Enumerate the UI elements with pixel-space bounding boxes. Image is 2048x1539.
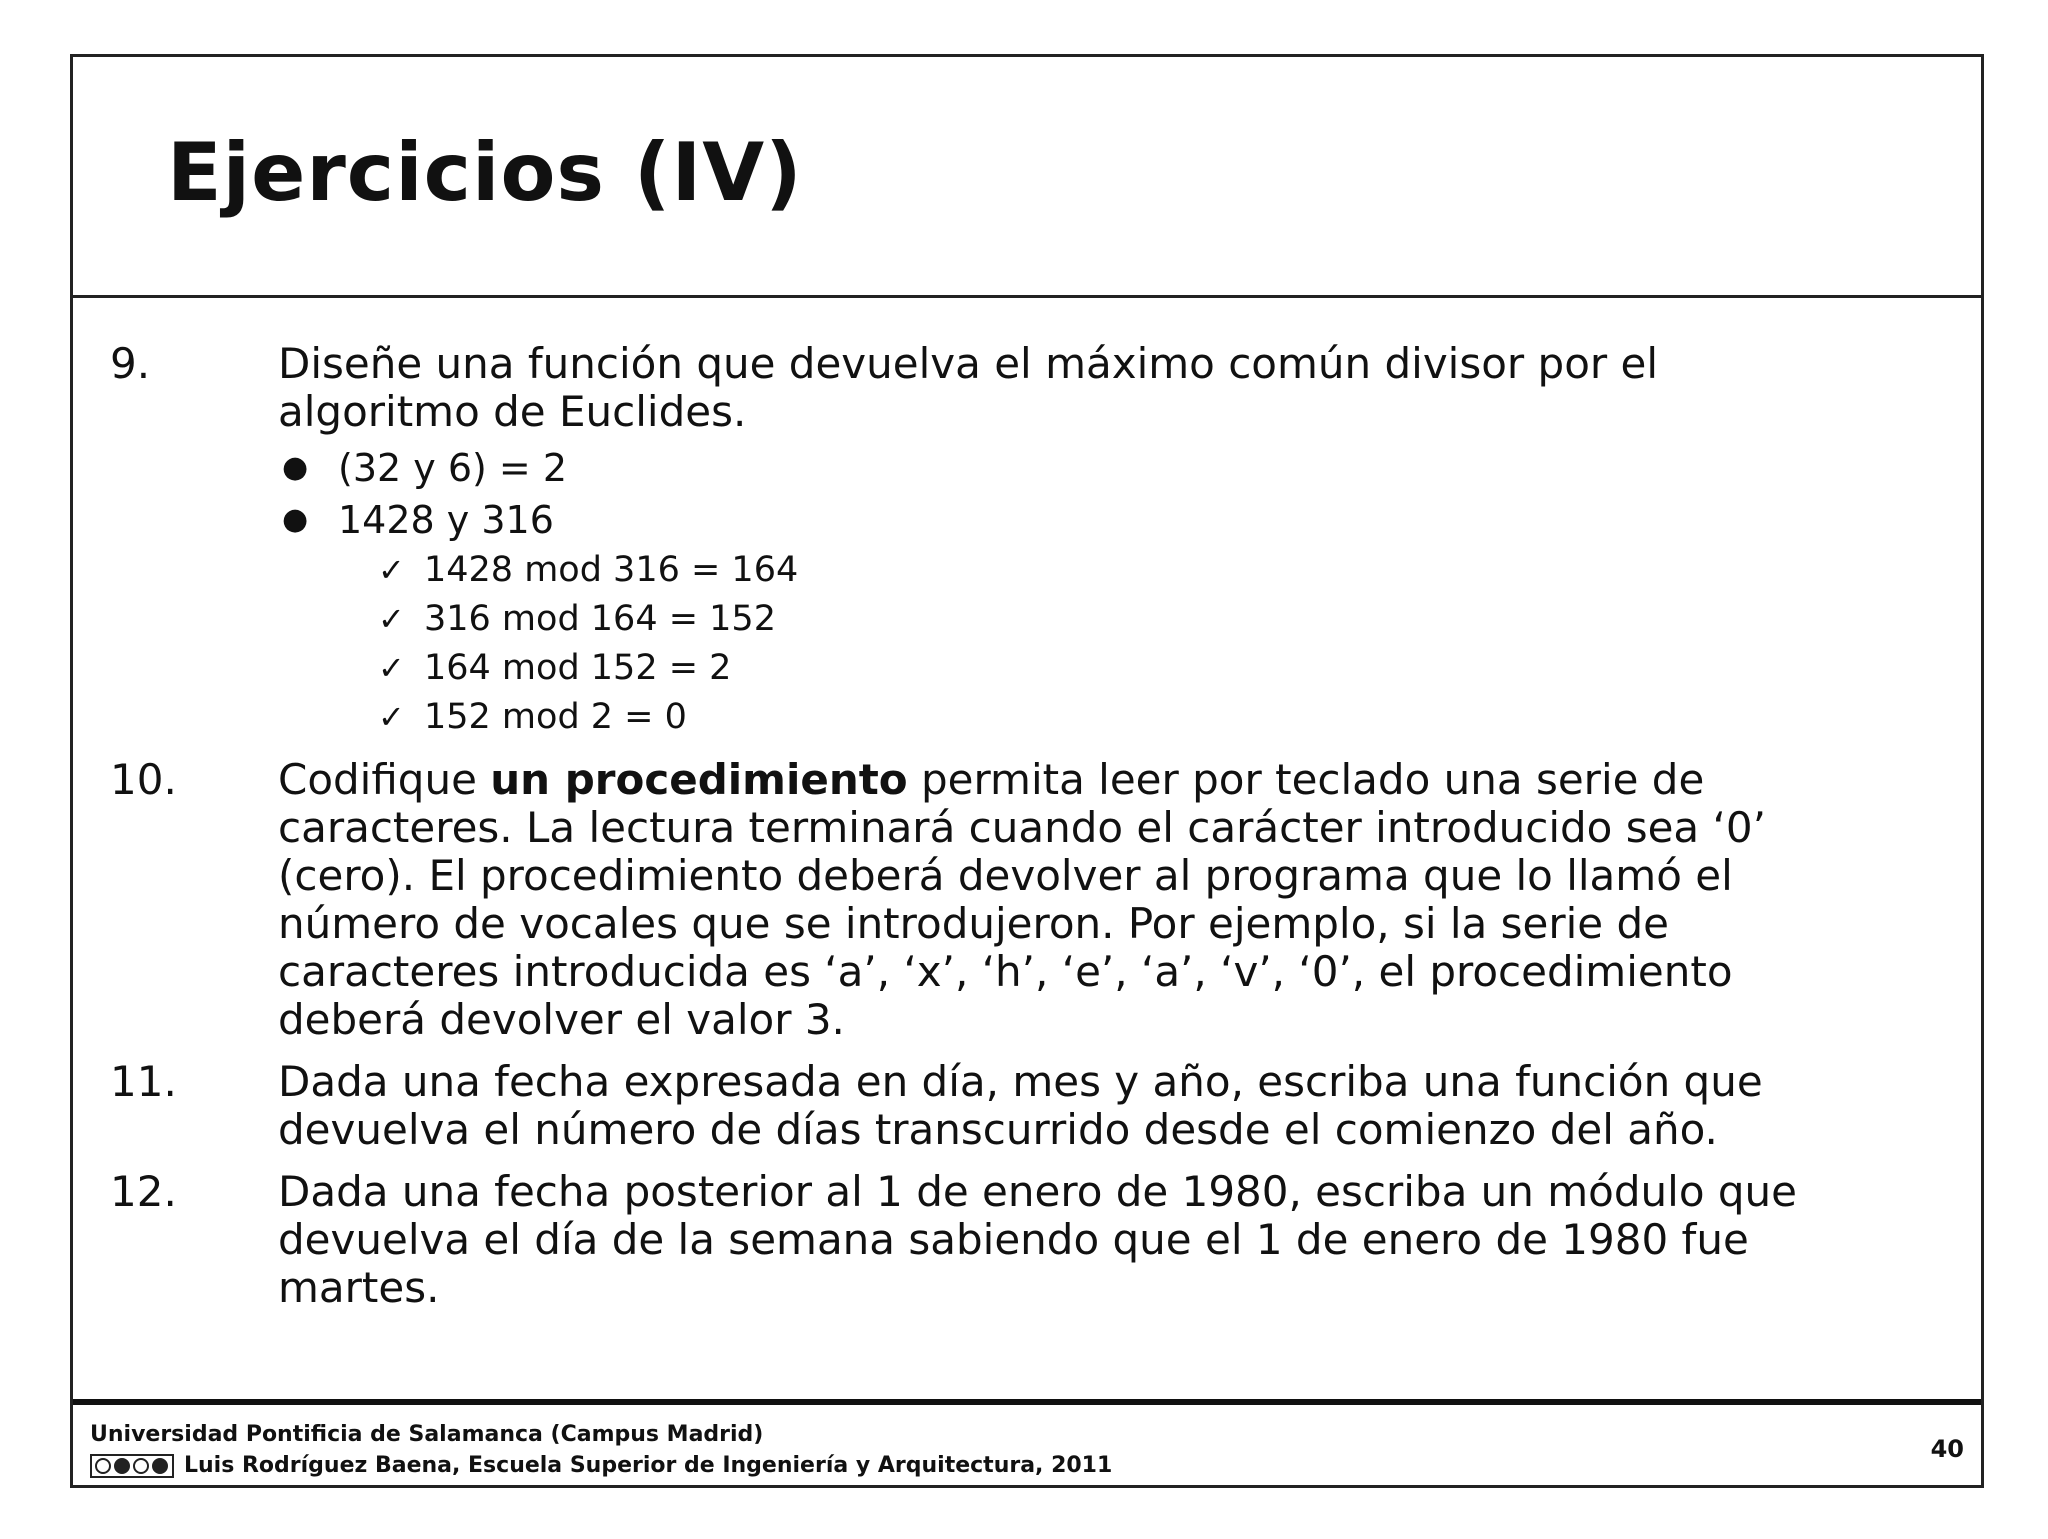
step-text: 164 mod 152 = 2	[424, 648, 732, 688]
exercise-11	[110, 1058, 1870, 1154]
step-text: 152 mod 2 = 0	[424, 697, 687, 737]
exercise-text-emphasis: un procedimiento	[490, 755, 908, 804]
exercise-text: Diseñe una función que devuelva el máximo común divisor por el algoritmo de Euclides.	[278, 339, 1659, 436]
footer-author: Luis Rodríguez Baena, Escuela Superior de Ingeniería y Arquitectura, 2011	[184, 1453, 1113, 1478]
exercise-10	[110, 756, 1870, 1044]
list-item-text: 1428 y 316	[338, 498, 554, 542]
list-item	[278, 494, 1870, 742]
exercise-text: Dada una fecha posterior al 1 de enero de 1980, escriba un módulo que devuelva el día de la semana sabiendo que el 1 de enero de 1980 fue martes.	[278, 1167, 1797, 1312]
steps-list	[338, 546, 1870, 742]
creative-commons-by-nc-sa-icon	[90, 1454, 174, 1478]
exercise-text-part: permita leer por teclado una serie de caracteres. La lectura terminará cuando el carácter introducido sea ‘0’ (cero). El procedimiento deberá devolver al programa que lo llamó el número de vocales que se introdujeron. Por ejemplo, si la serie de caracteres introducida es ‘a’, ‘x’, ‘h’, ‘e’, ‘a’, ‘v’, ‘0’, el procedimiento deberá devolver el valor 3.	[278, 755, 1766, 1044]
bullet-icon: ●	[282, 450, 309, 485]
title-band	[73, 57, 1981, 298]
page-number: 40	[1930, 1435, 1964, 1463]
bullet-icon: ●	[282, 502, 309, 537]
list-item	[378, 693, 1870, 742]
exercise-number: 9.	[110, 339, 151, 388]
footer-divider	[73, 1399, 1981, 1405]
list-item	[378, 546, 1870, 595]
checkmark-icon: ✓	[378, 698, 405, 736]
exercise-number: 12.	[110, 1167, 177, 1216]
checkmark-icon: ✓	[378, 649, 405, 687]
checkmark-icon: ✓	[378, 600, 405, 638]
list-item	[278, 442, 1870, 494]
step-text: 1428 mod 316 = 164	[424, 550, 799, 590]
slide-title: Ejercicios (IV)	[167, 126, 803, 219]
list-item-text: (32 y 6) = 2	[338, 446, 568, 490]
exercise-12	[110, 1168, 1870, 1312]
exercise-number: 10.	[110, 755, 177, 804]
exercise-text	[278, 756, 1870, 1044]
exercise-text: Dada una fecha expresada en día, mes y año, escriba una función que devuelva el número de días transcurrido desde el comienzo del año.	[278, 1057, 1763, 1154]
exercise-number: 11.	[110, 1057, 177, 1106]
footer-author-line	[90, 1452, 1112, 1480]
list-item	[378, 595, 1870, 644]
list-item	[378, 644, 1870, 693]
step-text: 316 mod 164 = 152	[424, 599, 776, 639]
example-list	[278, 442, 1870, 742]
exercise-list	[110, 340, 1870, 1312]
footer-institution: Universidad Pontificia de Salamanca (Campus Madrid)	[90, 1422, 764, 1447]
exercise-text-part: Codifique	[278, 755, 491, 804]
exercise-9	[110, 340, 1870, 742]
checkmark-icon: ✓	[378, 551, 405, 589]
